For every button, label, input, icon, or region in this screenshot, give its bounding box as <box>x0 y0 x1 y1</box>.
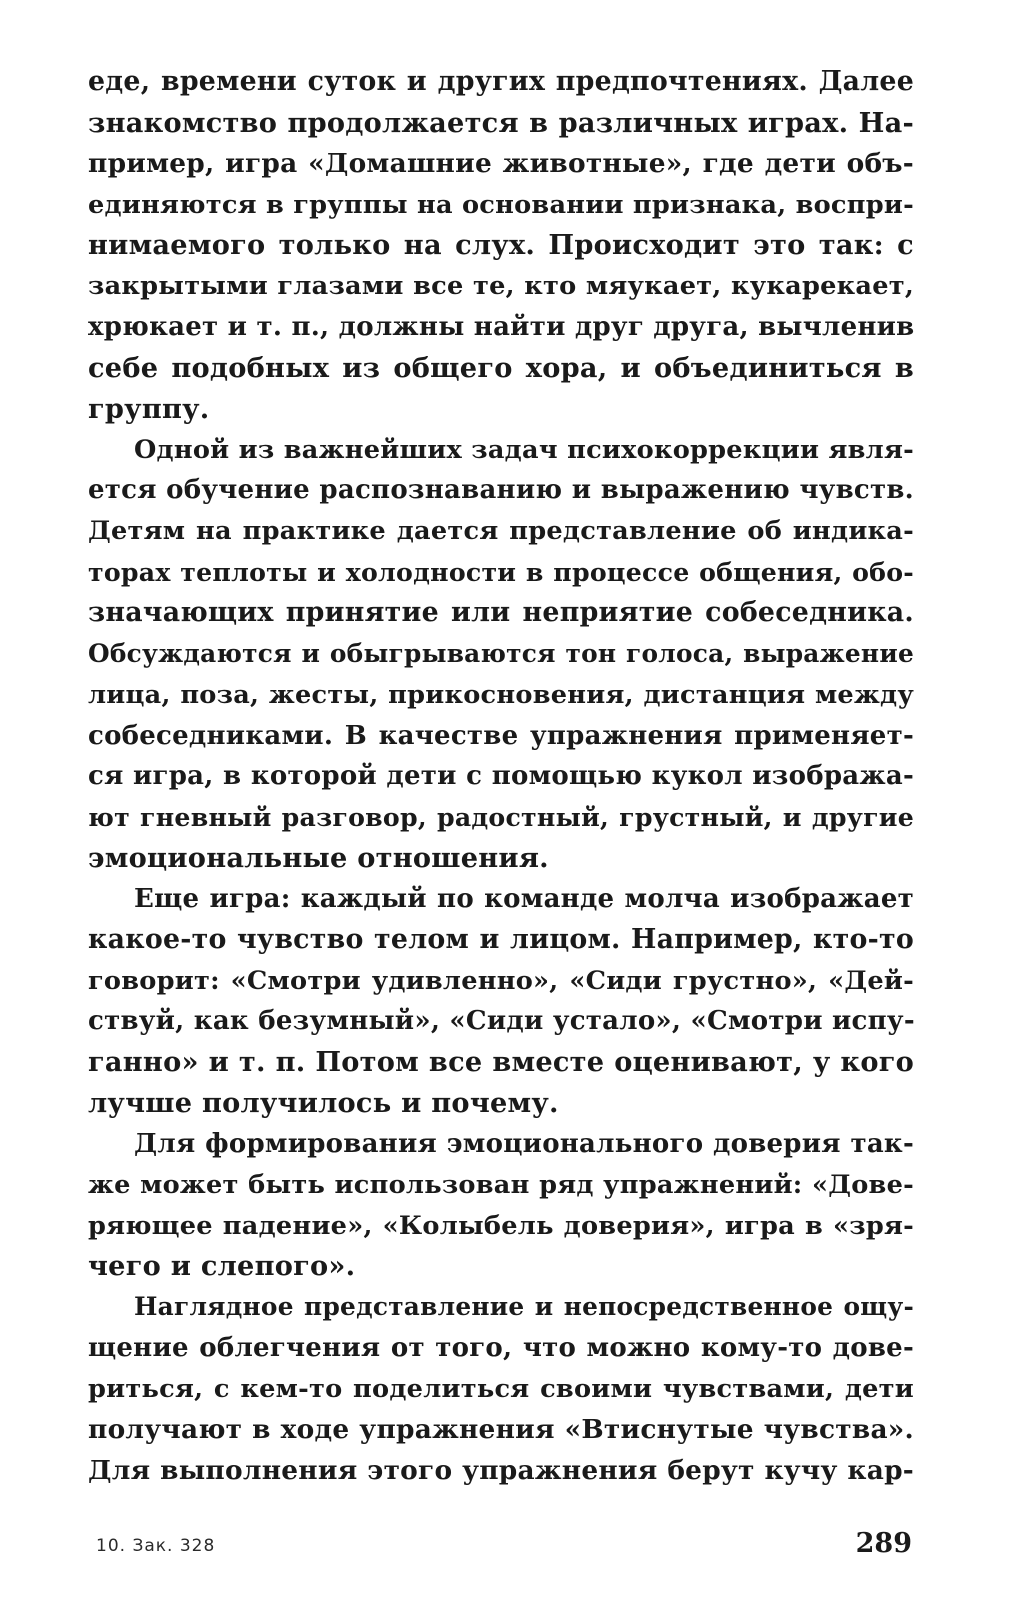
text-line: группу. <box>88 392 210 425</box>
text-line: ганно» и т. п. Потом все вместе оценивают, у кого <box>88 1046 914 1079</box>
paragraph-start-line: Наглядное представление и непосредственное ощу- <box>134 1292 914 1322</box>
text-line: пример, игра «Домашние животные», где дети объ- <box>88 147 914 179</box>
body-text <box>88 62 914 1492</box>
text-line: Обсуждаются и обыгрываются тон голоса, выражение <box>88 638 914 668</box>
text-line: значающих принятие или неприятие собеседника. <box>88 596 914 628</box>
text-line: еде, времени суток и других предпочтениях. Далее <box>88 66 914 97</box>
text-line: ется обучение распознаванию и выражению чувств. <box>88 475 914 506</box>
paragraph-start-line: Еще игра: каждый по команде молча изображает <box>134 883 914 914</box>
text-line: собеседниками. В качестве упражнения применяет- <box>88 720 914 751</box>
text-line: говорит: «Смотри удивленно», «Сиди грустно», «Дей- <box>88 965 914 996</box>
text-line: эмоциональные отношения. <box>88 842 549 875</box>
text-line: риться, с кем-то поделиться своими чувствами, дети <box>88 1374 914 1404</box>
text-line: торах теплоты и холодности в процессе общения, обо- <box>88 557 914 588</box>
printing-order-code: 10. Зак. 328 <box>96 1536 216 1556</box>
text-line: какое-то чувство телом и лицом. Например, кто-то <box>88 923 914 955</box>
text-line: ся игра, в которой дети с помощью кукол изобража- <box>88 761 914 792</box>
text-line: Для выполнения этого упражнения берут кучу кар- <box>88 1454 914 1486</box>
text-line: Детям на практике дается представление об индика- <box>88 516 914 547</box>
paragraph-start-line: Одной из важнейших задач психокоррекции явля- <box>134 434 914 465</box>
text-line: получают в ходе упражнения «Втиснутые чувства». <box>88 1413 914 1445</box>
text-line: же может быть использован ряд упражнений: «Дове- <box>88 1169 914 1200</box>
text-line: закрытыми глазами все те, кто мяукает, кукарекает, <box>88 271 914 302</box>
text-line: хрюкает и т. п., должны найти друг друга, вычленив <box>88 312 915 343</box>
text-line: лучше получилось и почему. <box>88 1087 559 1120</box>
page-number: 289 <box>855 1528 912 1559</box>
text-line: лица, поза, жесты, прикосновения, дистанция между <box>88 679 914 710</box>
text-line: нимаемого только на слух. Происходит это так: с <box>88 229 914 262</box>
paragraph-start-line: Для формирования эмоционального доверия так- <box>134 1128 914 1159</box>
text-line: себе подобных из общего хора, и объединиться в <box>88 351 914 384</box>
text-line: знакомство продолжается в различных играх. На- <box>88 106 914 139</box>
text-line: щение облегчения от того, что можно кому-то дове- <box>88 1333 914 1364</box>
text-line: ряющее падение», «Колыбель доверия», игра в «зря- <box>88 1210 914 1241</box>
text-line: ствуй, как безумный», «Сиди устало», «Смотри испу- <box>88 1006 915 1037</box>
text-line: ют гневный разговор, радостный, грустный, и другие <box>88 802 914 833</box>
text-line: чего и слепого». <box>88 1250 356 1283</box>
text-line: единяются в группы на основании признака, воспри- <box>88 189 914 220</box>
